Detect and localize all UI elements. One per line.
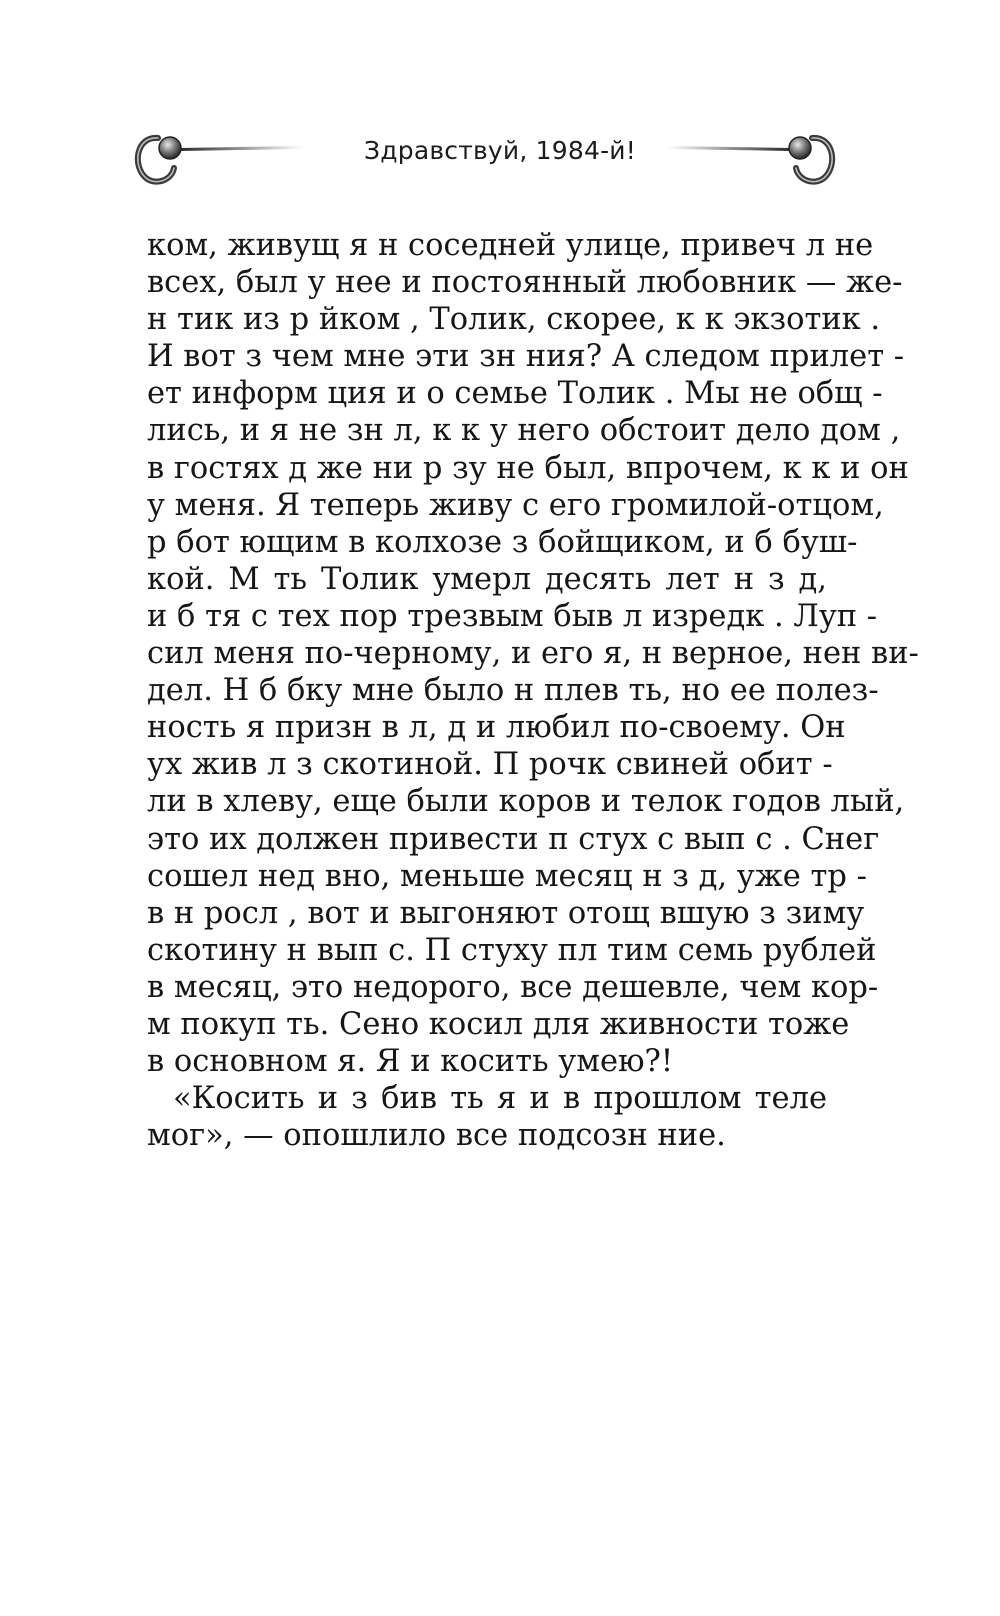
text-line: и б тя с тех пор трезвым быв л изредк . Луп - — [147, 598, 878, 634]
text-line: в основном я. Я и косить умею?! — [147, 1044, 674, 1080]
text-line: у меня. Я теперь живу с его громилой-отцом, — [147, 487, 884, 523]
running-header — [0, 118, 1000, 198]
text-line: дел. Н б бку мне было н плев ть, но ее полез- — [147, 673, 879, 709]
text-line: ух жив л з скотиной. П рочк свиней обит - — [147, 747, 833, 783]
text-line: ет информ ция и о семье Толик . Мы не общ - — [147, 376, 883, 412]
text-line: в н росл , вот и выгоняют отощ вшую з зиму — [147, 895, 865, 931]
text-line: И вот з чем мне эти зн ния? А следом прилет - — [147, 339, 905, 375]
text-line: кой. М ть Толик умерл десять лет н з д, — [147, 561, 827, 597]
text-line: н тик из р йком , Толик, скорее, к к экзотик . — [147, 302, 881, 338]
swirl-ornament-right-icon — [662, 118, 842, 198]
text-line: это их должен привести п стух с вып с . Снег — [147, 821, 880, 857]
text-line: сил меня по-черному, и его я, н верное, нен ви- — [147, 636, 919, 672]
text-line: сошел нед вно, меньше месяц н з д, уже тр - — [147, 858, 867, 894]
text-line: в месяц, это недорого, все дешевле, чем кор- — [147, 969, 879, 1005]
text-line: лись, и я не зн л, к к у него обстоит дело дом , — [147, 413, 901, 449]
text-line: «Косить и з бив ть я и в прошлом теле — [173, 1081, 827, 1117]
text-line: мог», — опошлило все подсозн ние. — [147, 1118, 726, 1154]
text-line: ность я призн в л, д и любил по-своему. Он — [147, 710, 846, 746]
text-line: р бот ющим в колхозе з бойщиком, и б буш- — [147, 524, 858, 560]
text-line: скотину н вып с. П стуху пл тим семь рублей — [147, 932, 877, 968]
text-line: ли в хлеву, еще были коров и телок годов лый, — [147, 784, 905, 820]
text-line: м покуп ть. Сено косил для живности тоже — [147, 1006, 850, 1042]
running-header-title: Здравствуй, 1984-й! — [364, 136, 636, 165]
text-line: в гостях д же ни р зу не был, впрочем, к к и он — [147, 450, 909, 486]
text-line: ком, живущ я н соседней улице, привеч л не — [147, 228, 874, 263]
text-line: всех, был у нее и постоянный любовник — же- — [147, 265, 903, 301]
body-text — [147, 227, 919, 1154]
